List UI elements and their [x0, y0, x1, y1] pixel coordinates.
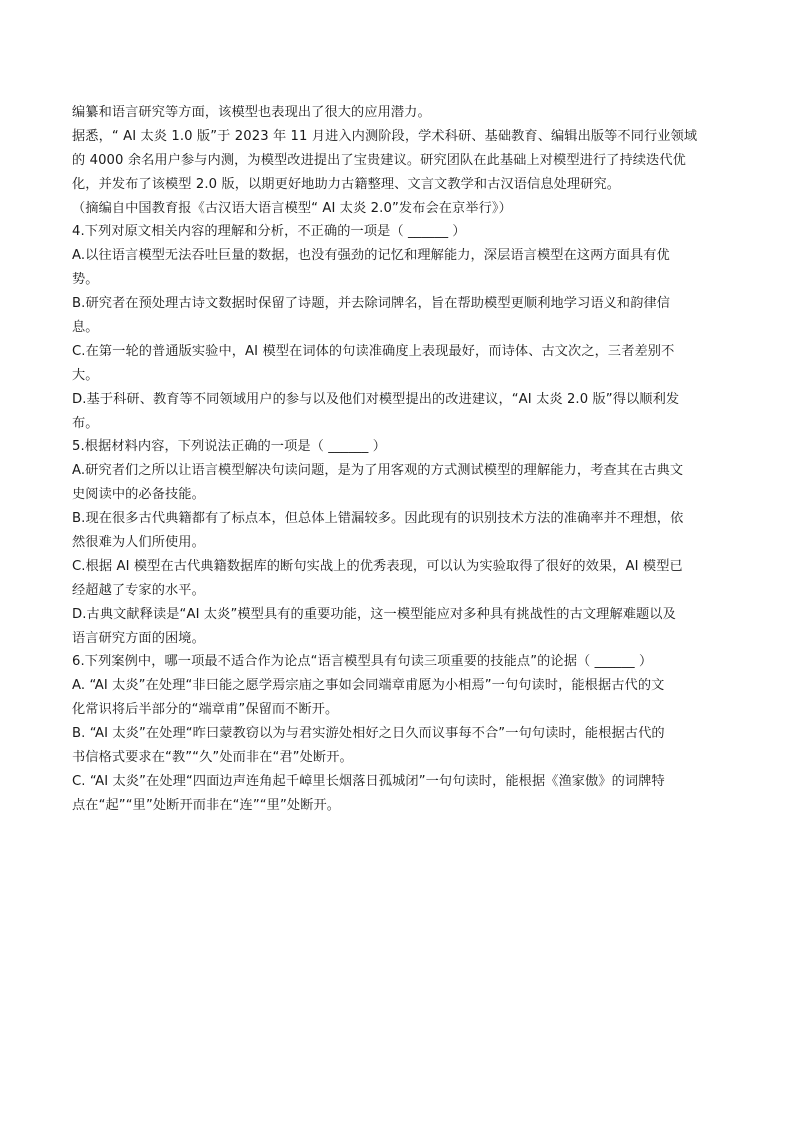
- text-line: A.以往语言模型无法吞吐巨量的数据，也没有强劲的记忆和理解能力，深层语言模型在这两方面具有优: [72, 248, 670, 264]
- text-line: 书信格式要求在“教”“久”处而非在“君”处断开。: [72, 750, 353, 766]
- text-line: 大。: [72, 367, 99, 383]
- text-line: 6.下列案例中，哪一项最不适合作为论点“语言模型具有句读三项重要的技能点”的论据（ ______ ）: [72, 654, 653, 670]
- text-line: 布。: [72, 415, 99, 431]
- document-body: [72, 101, 722, 818]
- text-line: 经超越了专家的水平。: [72, 582, 205, 598]
- text-line: B.现在很多古代典籍都有了标点本，但总体上错漏较多。因此现有的识别技术方法的准确率并不理想，依: [72, 511, 684, 527]
- text-line: D.基于科研、教育等不同领域用户的参与以及他们对模型提出的改进建议，“AI 太炎 2.0 版”得以顺利发: [72, 391, 680, 407]
- text-line: 5.根据材料内容，下列说法正确的一项是（ ______ ）: [72, 439, 386, 455]
- text-line: C.在第一轮的普通版实验中，AI 模型在词体的句读准确度上表现最好，而诗体、古文次之，三者差别不: [72, 343, 675, 359]
- text-line: 点在“起”“里”处断开而非在“连”“里”处断开。: [72, 797, 341, 813]
- text-line: B. “AI 太炎”在处理“昨曰蒙教窃以为与君实游处相好之日久而议事每不合”一句句读时，能根据古代的: [72, 726, 665, 742]
- text-line: 然很难为人们所使用。: [72, 535, 205, 551]
- text-line: 4.下列对原文相关内容的理解和分析，不正确的一项是（ ______ ）: [72, 224, 466, 240]
- text-line: C.根据 AI 模型在古代典籍数据库的断句实战上的优秀表现，可以认为实验取得了很好的效果，AI 模型已: [72, 558, 683, 574]
- text-line: 化，并发布了该模型 2.0 版，以期更好地助力古籍整理、文言文教学和古汉语信息处理研究。: [72, 176, 621, 192]
- text-line: （摘编自中国教育报《古汉语大语言模型“ AI 太炎 2.0”发布会在京举行》）: [72, 200, 512, 216]
- text-line: 化常识将后半部分的“端章甫”保留而不断开。: [72, 702, 339, 718]
- text-line: 息。: [72, 320, 99, 336]
- text-line: 的 4000 余名用户参与内测，为模型改进提出了宝贵建议。研究团队在此基础上对模型进行了持续迭代优: [72, 152, 686, 168]
- text-line: A.研究者们之所以让语言模型解决句读问题，是为了用客观的方式测试模型的理解能力，考查其在古典文: [72, 463, 684, 479]
- text-line: B.研究者在预处理古诗文数据时保留了诗题，并去除词牌名，旨在帮助模型更顺利地学习语义和韵律信: [72, 296, 671, 312]
- text-line: A. “AI 太炎”在处理“非曰能之愿学焉宗庙之事如会同端章甫愿为小相焉”一句句读时，能根据古代的文: [72, 678, 665, 694]
- text-line: D.古典文献释读是“AI 太炎”模型具有的重要功能，这一模型能应对多种具有挑战性的古文理解难题以及: [72, 606, 676, 622]
- text-line: 语言研究方面的困境。: [72, 630, 205, 646]
- text-line: 史阅读中的必备技能。: [72, 487, 205, 503]
- text-line: 编纂和语言研究等方面，该模型也表现出了很大的应用潜力。: [72, 105, 431, 120]
- text-line: 据悉，“ AI 太炎 1.0 版”于 2023 年 11 月进入内测阶段，学术科研、基础教育、编辑出版等不同行业领域: [72, 128, 698, 144]
- text-line: C. “AI 太炎”在处理“四面边声连角起千嶂里长烟落日孤城闭”一句句读时，能根据《渔家傲》的词牌特: [72, 773, 665, 789]
- text-line: 势。: [72, 272, 99, 288]
